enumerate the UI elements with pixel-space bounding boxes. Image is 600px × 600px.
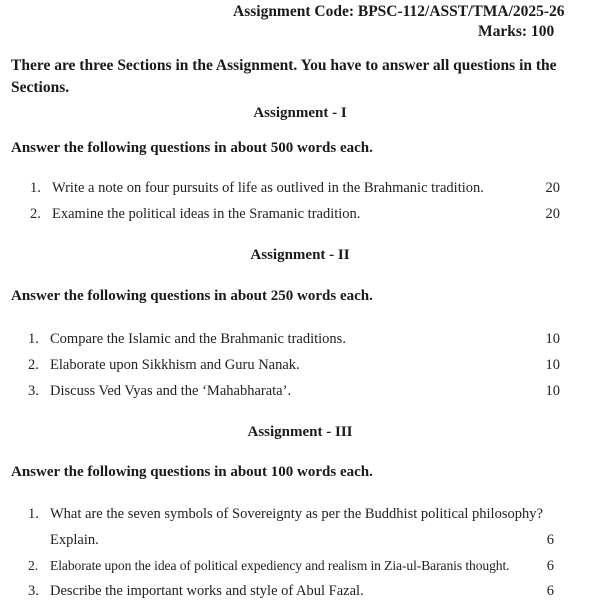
question-item <box>28 331 346 348</box>
question-text: Write a note on four pursuits of life as outlived in the Brahmanic tradition. <box>52 180 484 196</box>
question-text: Describe the important works and style of Abul Fazal. <box>50 583 364 599</box>
question-item <box>28 558 509 574</box>
question-item <box>28 506 543 523</box>
question-marks: 6 <box>546 532 554 548</box>
question-number: 2. <box>28 558 38 573</box>
section-title: Assignment - II <box>250 247 350 263</box>
intro-text: There are three Sections in the Assignment. You have to answer all questions in the Sections. <box>11 57 557 96</box>
question-marks: 10 <box>545 357 560 373</box>
section-title: Assignment - III <box>247 424 353 440</box>
question-number: 3. <box>28 383 39 399</box>
question-marks: 20 <box>545 206 560 222</box>
question-number: 1. <box>30 180 41 196</box>
question-marks: 10 <box>545 331 560 347</box>
question-text: Examine the political ideas in the Sramanic tradition. <box>52 206 361 222</box>
question-number: 2. <box>28 357 39 373</box>
question-number: 2. <box>30 206 41 222</box>
question-text: What are the seven symbols of Sovereignty as per the Buddhist political philosophy? <box>50 506 543 522</box>
section-title: Assignment - I <box>253 105 347 121</box>
section-instruction: Answer the following questions in about 250 words each. <box>11 288 373 304</box>
section-instruction: Answer the following questions in about 500 words each. <box>11 140 373 156</box>
section-instruction: Answer the following questions in about 100 words each. <box>11 464 373 480</box>
question-item <box>30 180 484 197</box>
question-item <box>28 357 300 374</box>
question-marks: 20 <box>545 180 560 196</box>
question-item <box>28 583 364 600</box>
total-marks: Marks: 100 <box>478 23 555 40</box>
question-number: 1. <box>28 506 39 522</box>
question-number: 3. <box>28 583 39 599</box>
question-number: 1. <box>28 331 39 347</box>
question-text: Elaborate upon the idea of political expediency and realism in Zia-ul-Baranis thought. <box>50 558 510 573</box>
question-item <box>28 383 291 400</box>
question-text: Compare the Islamic and the Brahmanic traditions. <box>50 331 346 347</box>
assignment-code: Assignment Code: BPSC-112/ASST/TMA/2025-26 <box>233 3 565 20</box>
question-marks: 6 <box>546 558 554 574</box>
question-text: Discuss Ved Vyas and the ‘Mahabharata’. <box>50 383 292 399</box>
question-marks: 6 <box>546 583 554 599</box>
question-item <box>30 206 360 223</box>
question-text-continued: Explain. <box>50 532 99 548</box>
question-text: Elaborate upon Sikkhism and Guru Nanak. <box>50 357 300 373</box>
question-marks: 10 <box>545 383 560 399</box>
